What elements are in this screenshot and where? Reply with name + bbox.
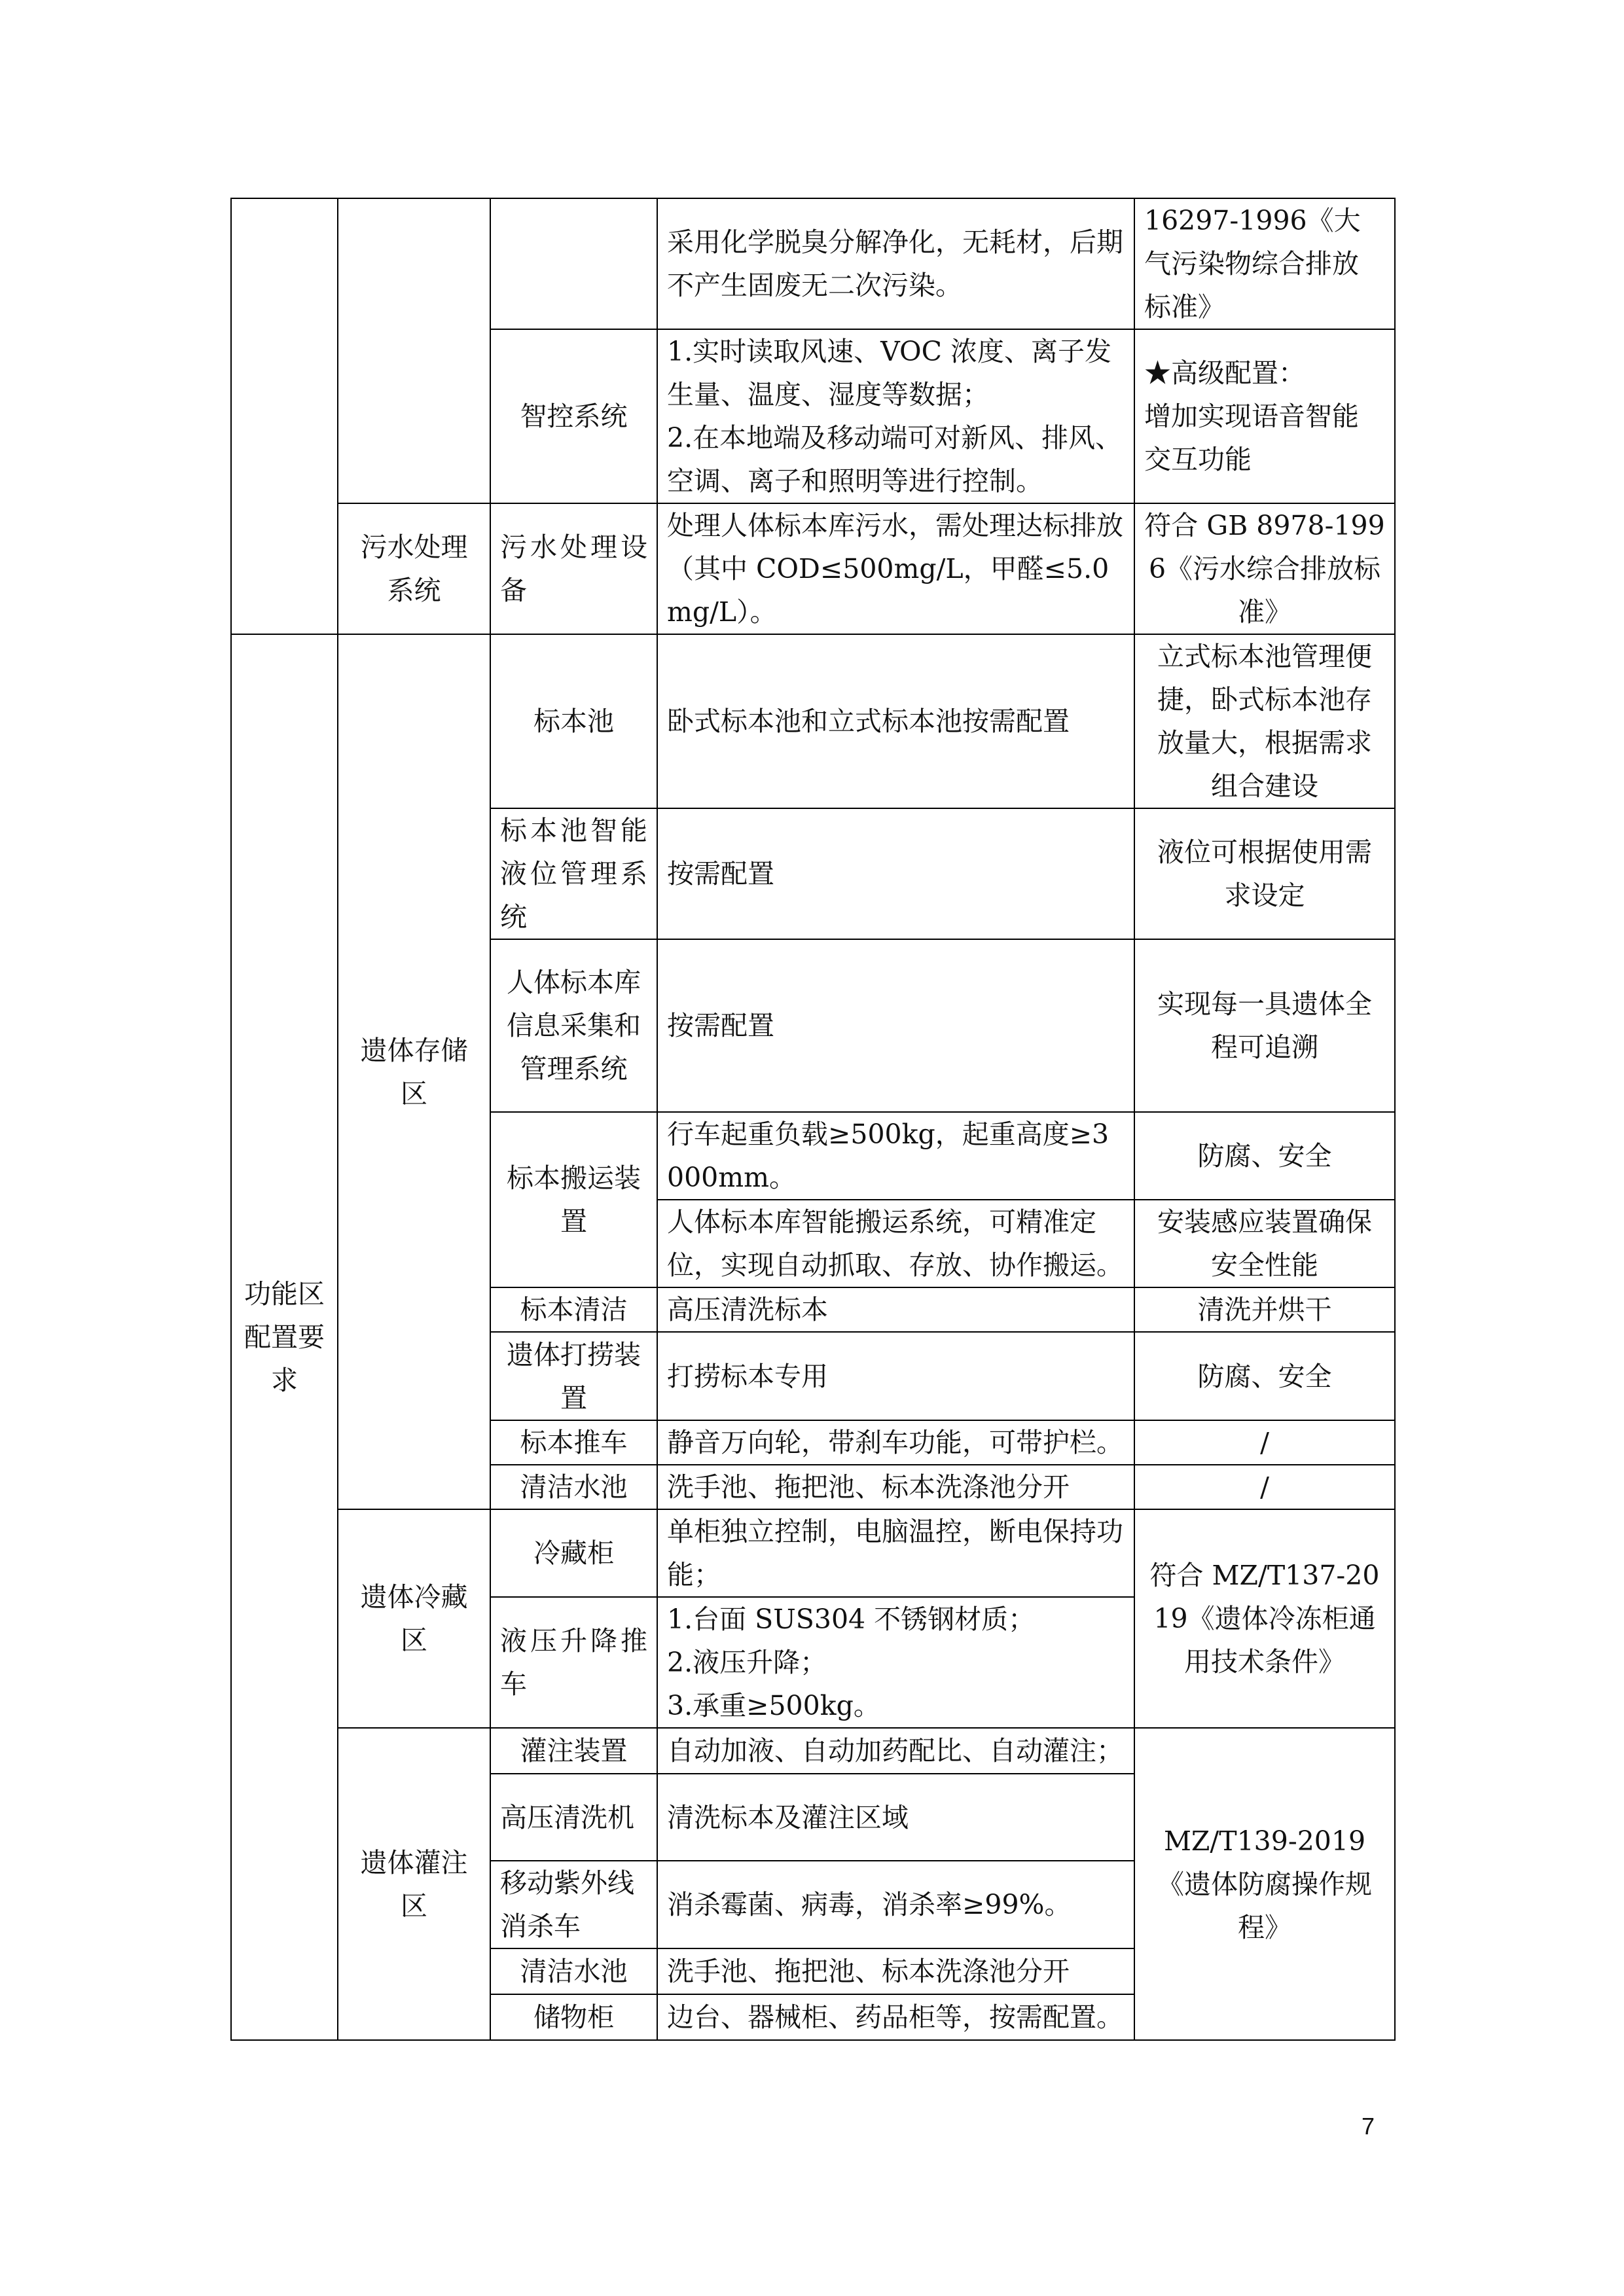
table-row [231,198,1395,329]
function-area-heading: 功能区配置要求 [231,634,338,2040]
standard-cell: 防腐、安全 [1134,1112,1395,1200]
area-cell-cold: 遗体冷藏区 [338,1509,490,1728]
standard-cell: 防腐、安全 [1134,1332,1395,1420]
system-cell-empty [338,198,490,503]
item-cell: 标本池智能液位管理系统 [490,808,657,939]
standard-cell: / [1134,1465,1395,1509]
area-cell-storage: 遗体存储区 [338,634,490,1509]
system-cell: 污水处理系统 [338,503,490,634]
item-cell: 标本池 [490,634,657,808]
item-cell-empty [490,198,657,329]
requirement-cell: 单柜独立控制，电脑温控，断电保持功能； [657,1509,1134,1597]
requirement-cell: 清洗标本及灌注区域 [657,1774,1134,1861]
item-cell: 清洁水池 [490,1465,657,1509]
standard-cell: 安装感应装置确保安全性能 [1134,1200,1395,1287]
item-cell: 标本搬运装置 [490,1112,657,1287]
requirement-cell: 自动加液、自动加药配比、自动灌注； [657,1728,1134,1774]
item-cell: 清洁水池 [490,1948,657,1994]
table-row [231,634,1395,808]
item-cell: 智控系统 [490,329,657,503]
requirement-cell: 洗手池、拖把池、标本洗涤池分开 [657,1948,1134,1994]
item-cell: 液压升降推车 [490,1597,657,1728]
requirement-cell: 按需配置 [657,808,1134,939]
item-cell: 冷藏柜 [490,1509,657,1597]
requirement-cell: 打捞标本专用 [657,1332,1134,1420]
standard-cell: 立式标本池管理便捷，卧式标本池存放量大，根据需求组合建设 [1134,634,1395,808]
item-cell: 标本清洁 [490,1287,657,1332]
standard-cell: 符合 GB 8978-1996《污水综合排放标准》 [1134,503,1395,634]
table-row [231,1728,1395,1774]
item-cell: 移动紫外线消杀车 [490,1861,657,1948]
item-cell: 储物柜 [490,1994,657,2040]
requirement-cell: 边台、器械柜、药品柜等，按需配置。 [657,1994,1134,2040]
standard-cell: MZ/T139-2019《遗体防腐操作规程》 [1134,1728,1395,2040]
requirement-cell: 静音万向轮，带刹车功能，可带护栏。 [657,1420,1134,1465]
function-spec-table [230,198,1396,2041]
requirement-cell: 1.实时读取风速、VOC 浓度、离子发生量、温度、湿度等数据； 2.在本地端及移动端可对新风、排风、空调、离子和照明等进行控制。 [657,329,1134,503]
requirement-cell: 人体标本库智能搬运系统，可精准定位，实现自动抓取、存放、协作搬运。 [657,1200,1134,1287]
requirement-cell: 按需配置 [657,939,1134,1112]
area-cell-infuse: 遗体灌注区 [338,1728,490,2040]
page-number: 7 [1362,2113,1375,2140]
item-cell: 遗体打捞装置 [490,1332,657,1420]
requirement-cell: 1.台面 SUS304 不锈钢材质； 2.液压升降； 3.承重≥500kg。 [657,1597,1134,1728]
table-row [231,1509,1395,1597]
standard-cell: 符合 MZ/T137-2019《遗体冷冻柜通用技术条件》 [1134,1509,1395,1728]
standard-cell: 16297-1996《大气污染物综合排放标准》 [1134,198,1395,329]
requirement-cell: 处理人体标本库污水，需处理达标排放（其中 COD≤500mg/L，甲醛≤5.0mg/L）。 [657,503,1134,634]
standard-cell: 清洗并烘干 [1134,1287,1395,1332]
requirement-cell: 高压清洗标本 [657,1287,1134,1332]
item-cell: 污水处理设备 [490,503,657,634]
item-cell: 标本推车 [490,1420,657,1465]
requirement-cell: 卧式标本池和立式标本池按需配置 [657,634,1134,808]
requirement-cell: 采用化学脱臭分解净化，无耗材，后期不产生固废无二次污染。 [657,198,1134,329]
standard-cell: / [1134,1420,1395,1465]
category-cell-empty [231,198,338,634]
item-cell: 高压清洗机 [490,1774,657,1861]
requirement-cell: 洗手池、拖把池、标本洗涤池分开 [657,1465,1134,1509]
requirement-cell: 消杀霉菌、病毒，消杀率≥99%。 [657,1861,1134,1948]
table-row [231,503,1395,634]
standard-cell: 液位可根据使用需求设定 [1134,808,1395,939]
standard-cell: 实现每一具遗体全程可追溯 [1134,939,1395,1112]
standard-cell: ★高级配置： 增加实现语音智能交互功能 [1134,329,1395,503]
requirement-cell: 行车起重负载≥500kg，起重高度≥3000mm。 [657,1112,1134,1200]
item-cell: 灌注装置 [490,1728,657,1774]
item-cell: 人体标本库信息采集和管理系统 [490,939,657,1112]
